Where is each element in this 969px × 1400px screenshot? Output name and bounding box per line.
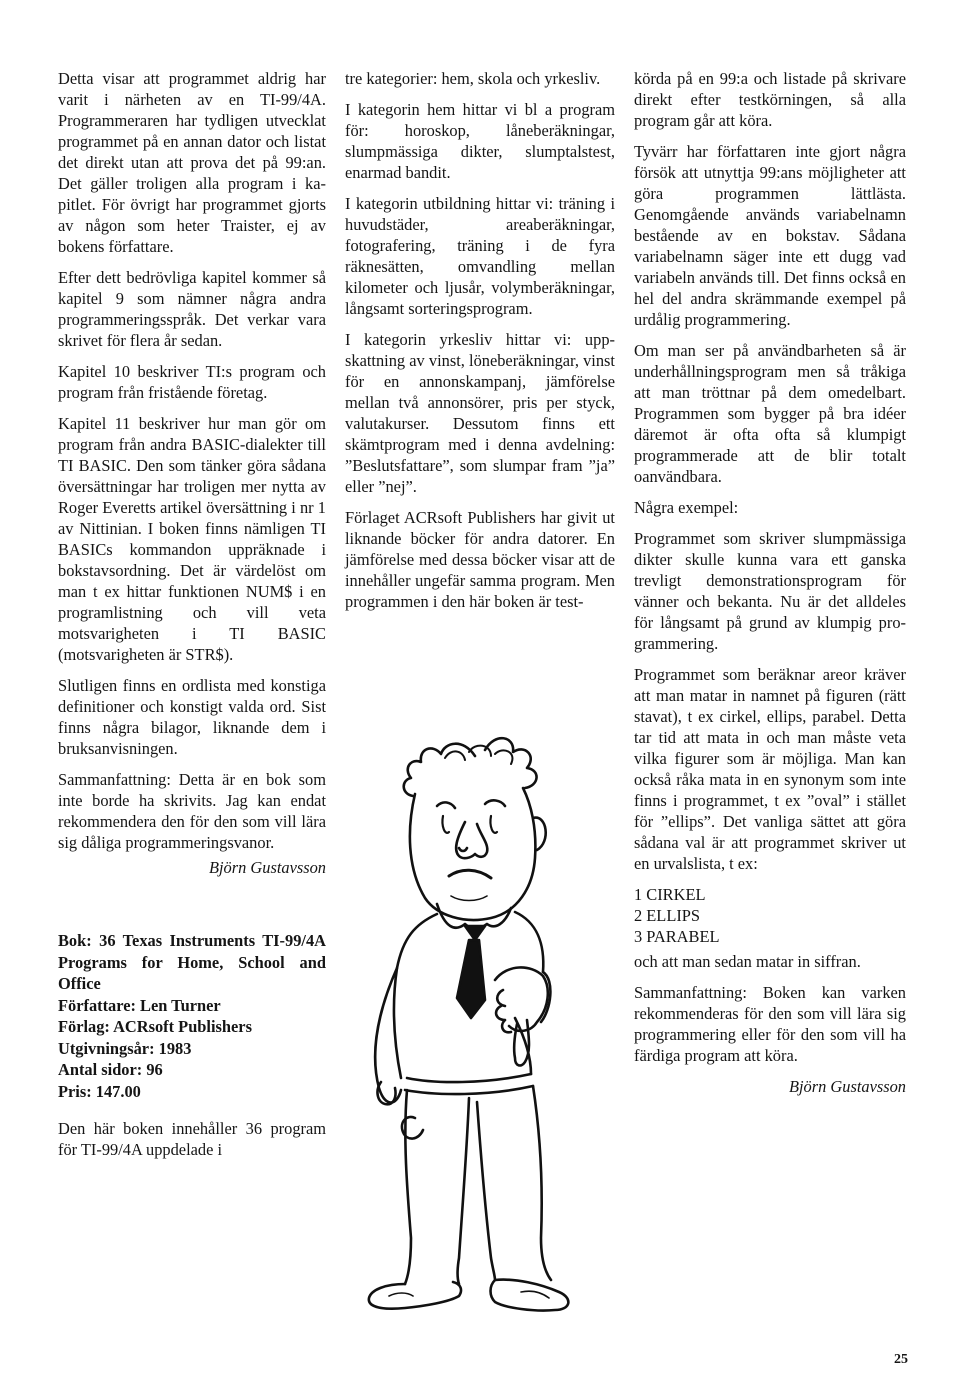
book-info <box>58 930 326 1102</box>
paragraph: Sammanfattning: Boken kan varken rekommenderas för den som vill lära sig programmering eller för den som vill ha färdiga program att köra. <box>634 983 906 1065</box>
paragraph: Efter dett bedrövliga kapitel kommer så kapitel 9 som nämner några andra programmeringsspråk. Det verkar vara skrivet för flera år sedan. <box>58 268 326 350</box>
paragraph: tre kategorier: hem, skola och yrkesliv. <box>345 69 601 88</box>
paragraph: Slutligen finns en ordlista med konstiga definitioner och konstigt valda ord. Sist finns några bilagor, liknande dem i bruksanvisningen. <box>58 676 326 758</box>
page-number: 25 <box>894 1352 908 1367</box>
paragraph: Programmet som skriver slumpmässiga dikter skulle kunna vara ett ganska trevligt demonstrationsprogram för vänner och bekanta. Nu är det alldeles för långsamt på grund av klumpig programmering. <box>634 529 906 653</box>
choice-list <box>634 884 906 947</box>
paragraph: Detta visar att programmet aldrig har varit i närheten av en TI-99/4A. Programmeraren har tydligen utvecklat programmet på en annan dator och listat det direkt utan att prova det på 99:an. Det gäller troligen alla program i kapitlet. För övrigt har programmet gjorts av någon som heter Traister, ej av bokens författare. <box>58 69 326 256</box>
paragraph: Kapitel 11 beskriver hur man gör om program från andra BASIC-dialekter till TI BASIC. Den som tänker göra sådana översättningar har troligen mer nytta av Roger Everetts artikel översättning i nr 1 av Nittinian. I boken finns nämligen TI BASICs kommandon uppräknade i bokstavsordning. Det är värdelöst om man t ex hittar funktionen NUM$ i en programlistning och vill veta motsvarigheten i TI BASIC (motsvarigheten är STR$). <box>58 414 326 664</box>
book-author: Författare: Len Turner <box>58 995 221 1015</box>
paragraph: körda på en 99:a och listade på skrivare direkt efter testkörningen, så alla program går att köra. <box>634 69 906 130</box>
paragraph: Kapitel 10 beskriver TI:s program och program från fristående företag. <box>58 362 326 402</box>
paragraph: Programmet som beräknar areor kräver att man matar in namnet på figuren (rätt stavat), t ex cirkel, ellips, parabel. Detta tar tid att mata in och man måste veta vilka figurer som är möjliga. Man kan också råka mata in en synonym som inte finns i programmet, t ex ”oval” i stället för ”ellips”. Det vanliga sättet att göra sådana val är att programmet skriver ut en urvalslista, t ex: <box>634 665 906 873</box>
paragraph: Sammanfattning: Detta är en bok som inte borde ha skrivits. Jag kan endat rekommendera den för den som vill lära sig dåliga programmeringsvanor. <box>58 770 326 852</box>
paragraph: Förlaget ACRsoft Publishers har givit ut liknande böcker för andra datorer. En jämförelse med dessa böcker visar att de innehåller ungefär samma program. Men programmen i den här boken är test- <box>345 508 615 611</box>
column-1 <box>58 68 326 1170</box>
list-item: 2 ELLIPS <box>634 906 701 925</box>
thumbs-down-man-cartoon-icon <box>345 718 615 1318</box>
book-pages: Antal sidor: 96 <box>58 1060 163 1079</box>
paragraph: I kategorin yrkesliv hittar vi: uppskattning av vinst, löneberäkningar, vinst för en annonskampanj, jämförelse mellan två annonsörer, pris per styck, valutakurser. Dessutom finns ett skämtprogram med i denna avdelning: ”Beslutsfattare”, som slumpar fram ”ja” eller ”nej”. <box>345 330 615 496</box>
spacer <box>58 888 326 930</box>
paragraph: I kategorin utbildning hittar vi: träning i huvudstäder, areaberäkningar, fotografering, träning i de fyra räknesätten, omvandling mellan kilometer och ljusår, volymberäkningar, långsamt sorteringsprogram. <box>345 194 615 318</box>
paragraph: Tyvärr har författaren inte gjort några försök att utnyttja 99:ans möjligheter att göra programmen lättlästa. Genomgående används variabelnamn bestående av en bokstav. Sådana variabelnamn säger inte ett dugg vad variabeln används till. Det finns också en hel del andra skrämmande exempel på urdålig programmering. <box>634 142 906 329</box>
signature: Björn Gustavsson <box>788 1077 906 1096</box>
book-title: Bok: 36 Texas Instruments TI-99/4A Programs for Home, School and Office <box>58 931 326 993</box>
paragraph: och att man sedan matar in siffran. <box>634 952 861 971</box>
paragraph: Om man ser på användbarheten så är underhållningsprogram men så tråkiga att man tröttnar på dem omedelbart. Programmen som bygger på bra idéer däremot är ofta ofta så klumpigt programmerade att de blir totalt oanvändbara. <box>634 341 906 486</box>
list-item: 3 PARABEL <box>634 927 720 946</box>
list-item: 1 CIRKEL <box>634 885 706 904</box>
paragraph: I kategorin hem hittar vi bl a program för: horoskop, låneberäkningar, slumpmässiga dikter, slumptalstest, enarmad bandit. <box>345 100 615 182</box>
column-3 <box>634 68 906 1107</box>
book-year: Utgivningsår: 1983 <box>58 1038 192 1058</box>
paragraph: Några exempel: <box>634 498 739 517</box>
book-price: Pris: 147.00 <box>58 1081 141 1101</box>
signature: Björn Gustavsson <box>208 858 326 877</box>
book-publisher: Förlag: ACRsoft Publishers <box>58 1017 252 1036</box>
column-2 <box>345 68 615 622</box>
paragraph: Den här boken innehåller 36 program för TI-99/4A uppdelade i <box>58 1119 326 1159</box>
